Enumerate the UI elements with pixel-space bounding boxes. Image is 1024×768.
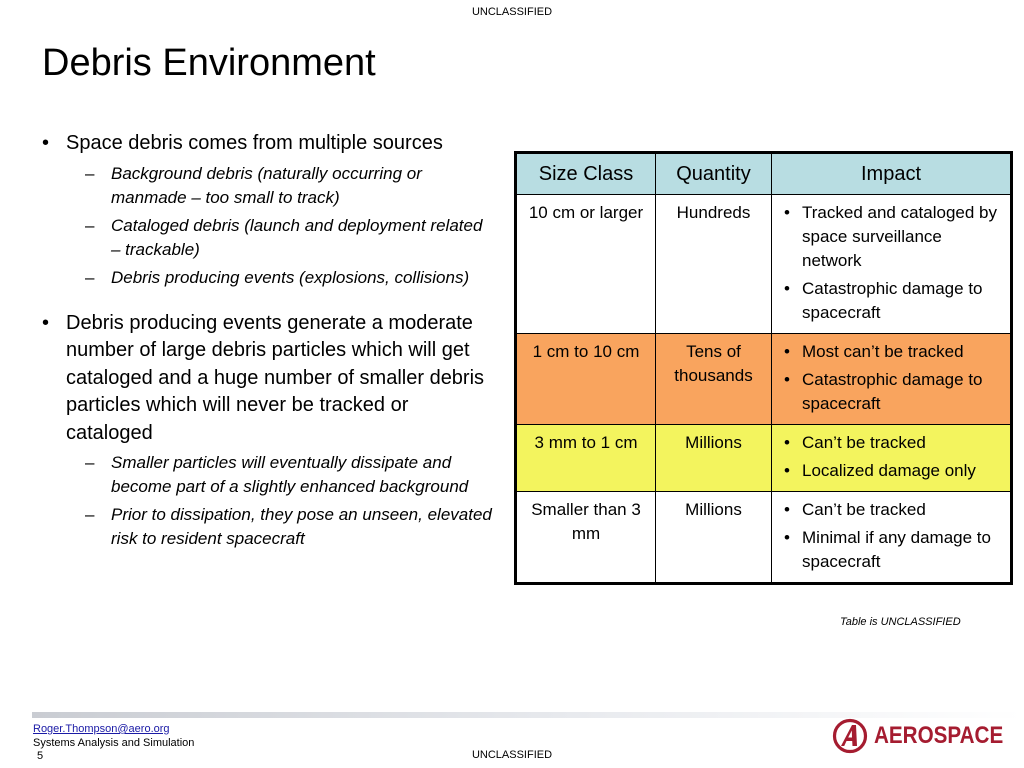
sub-bullet-text: Background debris (naturally occurring or manmade – too small to track) — [111, 163, 422, 207]
impact-text: Catastrophic damage to spacecraft — [802, 279, 983, 322]
impact-cell — [772, 492, 1012, 584]
table-row — [516, 195, 1012, 334]
dash-glyph: – — [85, 505, 95, 524]
bullet-item — [42, 130, 492, 158]
impact-text: Localized damage only — [802, 461, 976, 480]
table-classification-note: Table is UNCLASSIFIED — [840, 616, 961, 628]
sub-bullet-item — [42, 503, 492, 551]
table-row — [516, 334, 1012, 425]
sub-bullet-text: Cataloged debris (launch and deployment related – trackable) — [111, 215, 483, 259]
impact-cell — [772, 425, 1012, 492]
classification-top: UNCLASSIFIED — [471, 6, 553, 18]
table-header-row — [516, 153, 1012, 195]
impact-item — [778, 526, 1004, 574]
quantity-cell: Millions — [656, 425, 772, 492]
bullet-glyph: • — [784, 528, 790, 547]
bullet-glyph: • — [42, 311, 50, 334]
table-row — [516, 492, 1012, 584]
bullet-glyph: • — [784, 433, 790, 452]
bullet-glyph: • — [42, 132, 50, 154]
impact-text: Can’t be tracked — [802, 500, 926, 519]
impact-text: Most can’t be tracked — [802, 342, 964, 361]
bullet-item — [42, 310, 492, 448]
sub-bullet-item — [42, 162, 492, 210]
size-cell: 10 cm or larger — [516, 195, 656, 334]
impact-item — [778, 368, 1004, 416]
sub-bullet-text: Debris producing events (explosions, collisions) — [111, 267, 470, 287]
impact-item — [778, 431, 1004, 455]
impact-item — [778, 201, 1004, 273]
impact-item — [778, 277, 1004, 325]
bullet-glyph: • — [784, 500, 790, 519]
sub-bullet-item — [42, 214, 492, 262]
impact-item — [778, 459, 1004, 483]
bullet-glyph: • — [784, 279, 790, 298]
quantity-cell: Millions — [656, 492, 772, 584]
slide-title: Debris Environment — [42, 42, 376, 84]
sub-bullet-text: Prior to dissipation, they pose an unseen, elevated risk to resident spacecraft — [111, 505, 492, 548]
bullet-glyph: • — [784, 342, 790, 361]
quantity-cell: Hundreds — [656, 195, 772, 334]
quantity-cell: Tens of thousands — [656, 334, 772, 425]
impact-text: Can’t be tracked — [802, 433, 926, 452]
sub-bullet-item — [42, 451, 492, 499]
bullet-text: Space debris comes from multiple sources — [66, 132, 443, 154]
classification-bottom: UNCLASSIFIED — [471, 749, 553, 761]
impact-cell — [772, 195, 1012, 334]
debris-table — [514, 151, 1013, 585]
bullet-list — [42, 130, 492, 551]
impact-text: Tracked and cataloged by space surveillance network — [802, 203, 997, 270]
header-quantity: Quantity — [656, 153, 772, 195]
aerospace-logo-text: AEROSPACE — [874, 722, 1004, 749]
size-cell: 1 cm to 10 cm — [516, 334, 656, 425]
header-impact: Impact — [772, 153, 1012, 195]
sub-bullet-item — [42, 266, 492, 290]
dash-glyph: – — [85, 215, 95, 235]
header-size-class: Size Class — [516, 153, 656, 195]
dash-glyph: – — [85, 453, 95, 472]
bullet-glyph: • — [784, 370, 790, 389]
impact-cell — [772, 334, 1012, 425]
department-label: Systems Analysis and Simulation — [33, 737, 195, 749]
bullet-glyph: • — [784, 461, 790, 480]
impact-text: Catastrophic damage to spacecraft — [802, 370, 983, 413]
dash-glyph: – — [85, 267, 95, 287]
author-email-link[interactable]: Roger.Thompson@aero.org — [33, 723, 170, 735]
size-cell: Smaller than 3 mm — [516, 492, 656, 584]
bullet-text: Debris producing events generate a moderate number of large debris particles which will get cataloged and a huge number of smaller debris particles which will never be tracked or cataloged — [66, 311, 485, 444]
impact-item — [778, 340, 1004, 364]
impact-text: Minimal if any damage to spacecraft — [802, 528, 991, 571]
dash-glyph: – — [85, 163, 95, 183]
sub-bullet-text: Smaller particles will eventually dissipate and become part of a slightly enhanced background — [111, 453, 469, 496]
bullet-glyph: • — [784, 203, 790, 222]
size-cell: 3 mm to 1 cm — [516, 425, 656, 492]
page-number: 5 — [37, 750, 44, 762]
table-row — [516, 425, 1012, 492]
impact-item — [778, 498, 1004, 522]
